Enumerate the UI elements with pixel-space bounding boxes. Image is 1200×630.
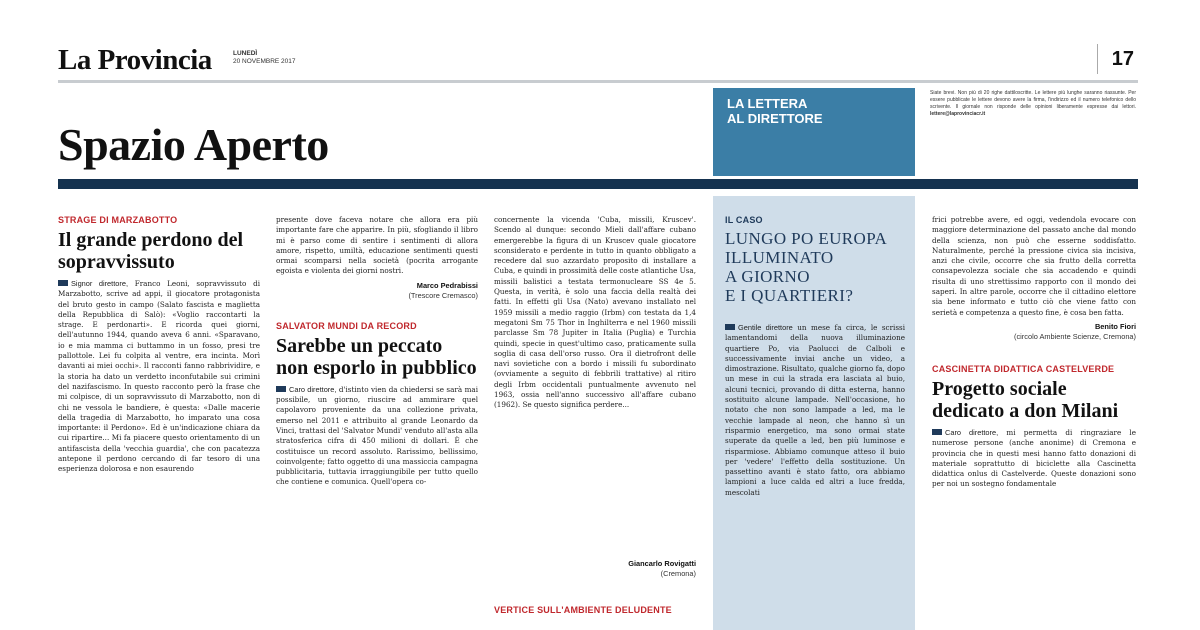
article-headline[interactable]: Progetto sociale dedicato a don Milani xyxy=(932,377,1119,422)
article-column-5 xyxy=(932,215,1136,630)
bullet-square-icon xyxy=(58,280,68,286)
letter-box-line2: AL DIRETTORE xyxy=(727,111,823,126)
caso-headline-line: E I QUARTIERI? xyxy=(725,286,854,305)
section-bar xyxy=(58,179,1138,189)
bullet-square-icon xyxy=(725,324,735,330)
article-text: un mese fa circa, le scrissi lamentandomi della nuova illuminazione quartiere Po, via Paolucci de Calboli e successivamente inviai anche un video, a dimostrazione. Risultato, qualche giorno fa, dopo un mese in cui la strada era lasciata al buio, alcuni tecnici, provando di ditta esterna, hanno sostituito alcune lampade. Nell'occasione, ho notato che non sono lampade a led, ma le vecchie lampade al neon, che hanno sì un risparmio energetico, ma sono ormai state superate da quelle a led, ben più luminose e risparmiose. Abbiamo comunque atteso il buio per 'vedere' l'effetto della sostituzione. Un passettino avanti è stato fatto, ora abbiamo lampioni a luce calda ed altri a luce fredda, mescolati xyxy=(725,323,905,497)
letter-signature-location: (Cremona) xyxy=(660,569,696,578)
letter-signature: Giancarlo Rovigatti xyxy=(628,559,696,568)
dateline xyxy=(233,50,296,66)
article-text: Franco Leoni, sopravvissuto di Marzabotto, scrive ad appi, il giocatore protagonista del bruto gesto in campo (Salato fascista e maglietta della Repubblica di Salò): «Voglio raccontarti la strage. E perdonarti». E ricorda quei giorni, dell'autunno 1944, quando aveva 6 anni. «Sparavano, io e mia mamma ci buttammo in un fosso, presi tre pallottole. Lei fu colpita al ventre, era incinta. Morì davanti ai miei occhi». Il racconti fanno rabbrividire, e la storia ha dato un verdetto inconfutabile sui crimini del nazifascismo. In questo racconto però la frase che mi colpisce, di un sopravvissuto di Marzabotto, non di chi ne vessola le bandiere, è questa: «Dalle macerie della tragedia di Marzabotto, ho imparato una cosa importante: il Perdono». Ed è un'indicazione chiara da cui ripartire... Mi fa piacere questo orientamento di un antifascista della 'vecchia guardia', che con pacatezza antepone il perdono cercando di far tesoro di una esperienza dolorosa e non esaurendo xyxy=(58,279,260,474)
caso-headline[interactable] xyxy=(725,229,905,305)
letter-signature: Benito Fiori xyxy=(1094,321,1136,331)
newspaper-logo[interactable]: La Provincia xyxy=(58,44,212,76)
caso-headline-line: ILLUMINATO xyxy=(725,248,834,267)
article-body xyxy=(276,385,478,488)
bullet-square-icon xyxy=(276,386,286,392)
article-kicker: IL CASO xyxy=(725,215,763,225)
page-number: 17 xyxy=(1111,48,1134,70)
section-title: Spazio Aperto xyxy=(58,119,329,170)
article-headline[interactable]: Il grande perdono del sopravvissuto xyxy=(58,229,244,273)
article-body-continued: presente dove faceva notare che allora era più importante fare che apparire. In più, sfogliando il libro mi è parso come di sentire i sentimenti di allora amore, rispetto, umiltà, educazione sentimenti questi ormai scomparsi nella società (pocrita arrogante egoista e violenta dei giorni nostri. xyxy=(276,215,478,276)
article-column-2 xyxy=(276,215,478,630)
submission-guidelines xyxy=(930,90,1136,118)
article-body-continued: frici potrebbe avere, ed oggi, vedendola evocare con maggiore determinazione del passato anche dal mondo della scienza, non può che esserne soddisfatto. Naturalmente, perché la pressione civica sia incisiva, anzi che civile, occorre che sia frutto della corretta consapevolezza sociale che sia accadendo e quindi risulta di uno strettissimo rapporto con il mondo dei saperi. In altre parole, occorre che il cittadino elettore sia bene informato e tutto ciò che viene fatto con serietà e competenza a questo fine, è cosa ben fatta. xyxy=(932,215,1136,317)
article-kicker: SALVATOR MUNDI DA RECORD xyxy=(276,320,417,331)
article-kicker: VERTICE SULL'AMBIENTE DELUDENTE xyxy=(494,605,672,615)
letter-signature-location: (Trescore Cremasco) xyxy=(408,290,478,300)
article-salutation: Caro direttore, xyxy=(289,384,337,394)
dateline-day: LUNEDÌ xyxy=(233,50,258,57)
article-body xyxy=(725,323,905,498)
letter-to-editor-box xyxy=(713,88,915,176)
dateline-date: 20 NOVEMBRE 2017 xyxy=(233,58,296,65)
divider xyxy=(1097,44,1098,74)
guidelines-text: Siate brevi. Non più di 20 righe dattiloscritte. Le lettere più lunghe saranno riassunte. Per essere pubblicate le lettere devono avere la firma, l'indirizzo ed il numero telefonico dello scrivente. Il giornale non risponde delle opinioni liberamente espresse dai lettori. xyxy=(930,90,1136,110)
bullet-square-icon xyxy=(932,429,942,435)
article-column-3 xyxy=(494,215,696,630)
article-headline[interactable]: Sarebbe un peccato non esporlo in pubblico xyxy=(276,334,477,379)
masthead xyxy=(58,44,1138,78)
article-body xyxy=(932,428,1136,490)
article-text: mi permetta di ringraziare le numerose persone (anche anonime) di Cremona e provincia che in questi mesi hanno fatto donazioni di materiale soprattutto di biciclette alla Cascinetta didattica onlus di Castelverde. Queste donazioni sono per noi un sostegno fondamentale xyxy=(932,427,1136,489)
article-body-continued: concernente la vicenda 'Cuba, missili, Kruscev'. Scendo al dunque: secondo Mieli dall'affare cubano emergerebbe la figura di un Kruscev quale giocatore sconsiderato e perdente in tutto in quanto obbligato a recedere dal suo azzardato proposito di installare a Cuba, e quindi in prossimità delle coste atlantiche Usa, missili balistici a testata termonucleare SS 4e 5. Questa, in verità, è solo una faccia della realtà dei fatti. In effetti gli Usa (Nato) avevano installato nel 1959 missili a medio raggio (Irbm) con testata da 1,4 megatoni Sm 75 Thor in Inghilterra e nel 1960 missili parclasse Sm 78 Jupiter in Italia (Puglia) e Turchia quindi, specie in quest'ultimo caso, praticamente sulla soglia di casa dell'orso russo. Ora il dietrofront delle navi sovietiche con a bordo i missili fu subordinato (ovviamente a seguito di febbrili trattative) al ritiro degli Irbm occidentali puntualmente avvenuto nel 1963, ossia nell'anno successivo all'affare cubano (1962). Se questo significa perdere... xyxy=(494,215,696,410)
article-salutation: Caro direttore, xyxy=(945,427,999,437)
article-column-1 xyxy=(58,215,260,630)
letter-signature-location: (circolo Ambiente Scienze, Cremona) xyxy=(1014,331,1136,341)
caso-headline-line: LUNGO PO EUROPA xyxy=(725,229,888,248)
letter-box-line1: LA LETTERA xyxy=(727,96,808,111)
letter-signature: Marco Pedrabissi xyxy=(416,280,478,290)
caso-headline-line: A GIORNO xyxy=(725,267,810,286)
article-text: d'istinto vien da chiedersi se sarà mai possibile, un giorno, riuscire ad ammirare quel capolavoro proveniente da una collezione privata, emerso nel 2011 e attribuito al grande Leonardo da Vinci, trattasi del 'Salvator Mundi' venduto all'asta alla stratosferica cifra di 450 milioni di dollari. È che costituisce un record assoluto. Rarissimo, bellissimo, coinvolgente; fatto oggetto di una massiccia campagna pubblicitaria, tuttavia irraggiungibile per tutto quello che contiene e comunica. Quell'opera co- xyxy=(276,384,478,487)
article-body xyxy=(58,279,260,475)
article-column-il-caso xyxy=(725,215,905,630)
guidelines-email[interactable]: lettere@laprovinciacr.it xyxy=(930,111,986,117)
article-kicker: STRAGE DI MARZABOTTO xyxy=(58,215,178,225)
article-kicker: CASCINETTA DIDATTICA CASTELVERDE xyxy=(932,363,1115,374)
article-salutation: Signor direttore, xyxy=(71,279,129,288)
masthead-rule xyxy=(58,80,1138,83)
article-salutation: Gentile direttore xyxy=(738,323,793,332)
